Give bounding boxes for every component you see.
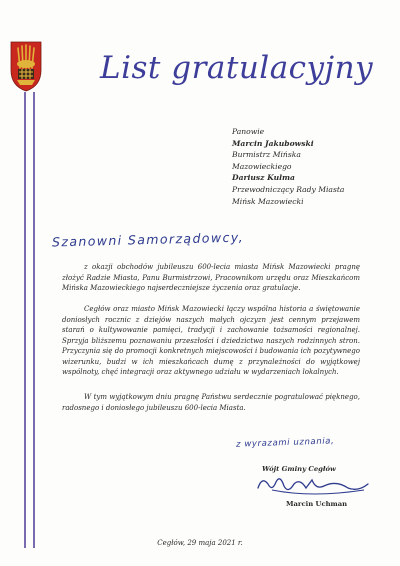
addressee-line: Przewodniczący Rady Miasta [232,184,345,194]
addressee-line: Mazowieckiego [232,161,292,171]
place-and-date: Cegłów, 29 maja 2021 r. [157,539,243,547]
addressee-name: Dariusz Kulma [232,173,295,183]
decorative-vertical-line [24,40,26,548]
signatory-name: Marcin Uchman [286,500,348,508]
body-paragraph: Cegłów oraz miasto Mińsk Mazowiecki łączy wspólna historia a świętowanie doniosłych rocznic z dziejów naszych małych ojczyzn jest cennym przejawem starań o kultywowanie pamięci, tradycji i zachowanie tożsamości regionalnej. Sprzyja bliższemu poznawaniu przeszłości i dziedzictwa naszych rodzinnych stron. Przyczynia się do promocji konkretnych miejscowości i budowania ich pozytywnego wizerunku, budzi w ich mieszkańcach dumę z przynależności do wyjątkowej wspólnoty, chęć integracji oraz aktywnego udziału w wydarzeniach lokalnych. [62,305,360,376]
addressee-block [232,126,344,207]
handwritten-signature [252,468,372,498]
handwritten-closing: z wyrazami uznania, [235,436,335,450]
letter-title: List gratulacyjny [100,50,374,86]
addressee-name: Marcin Jakubowski [232,138,314,148]
signatory-title: Wójt Gminy Cegłów [262,465,336,473]
decorative-vertical-line [33,40,35,548]
body-paragraph: W tym wyjątkowym dniu pragnę Państwu serdecznie pogratulować pięknego, radosnego i doniosłego jubileuszu 600-lecia Miasta. [62,393,360,412]
addressee-line: Panowie [232,127,265,136]
handwritten-greeting: Szanowni Samorządowcy, [51,229,245,250]
body-paragraph: z okazji obchodów jubileuszu 600-lecia miasta Mińsk Mazowiecki pragnę złożyć Radzie Miasta, Panu Burmistrzowi, Pracownikom urzędu oraz Mieszkańcom Mińska Mazowieckiego najserdeczniejsze życzenia oraz gratulacje. [62,263,360,292]
addressee-line: Burmistrz Mińska [232,150,301,160]
addressee-line: Mińsk Mazowiecki [232,196,304,206]
coat-of-arms-icon [9,40,43,92]
